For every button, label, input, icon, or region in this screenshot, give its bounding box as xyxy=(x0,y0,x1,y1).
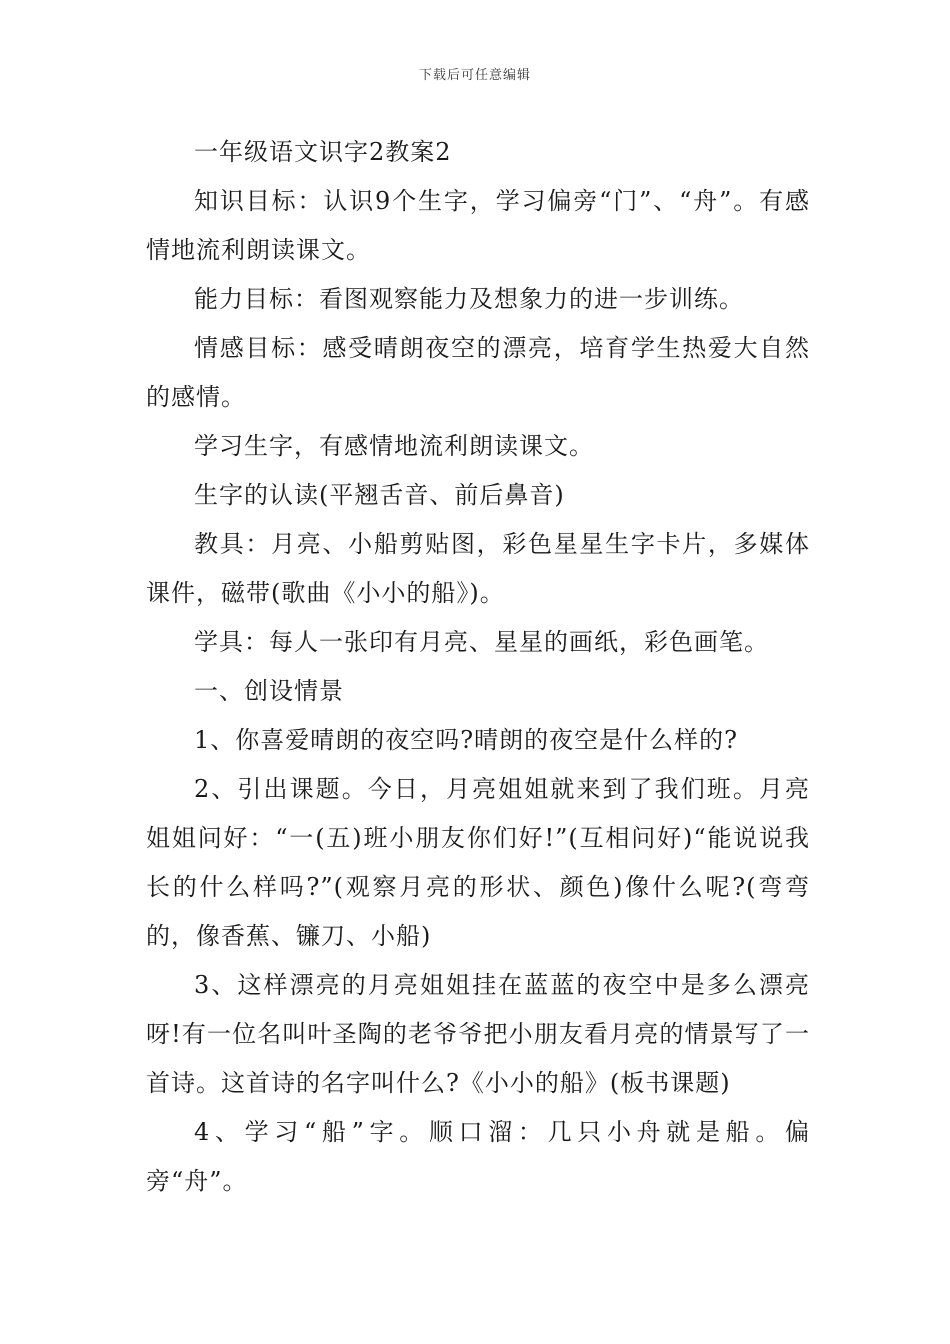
paragraph-knowledge-goal: 知识目标：认识9个生字，学习偏旁“门”、“舟”。有感情地流利朗读课文。 xyxy=(146,187,810,264)
paragraph-learning-aids: 学具：每人一张印有月亮、星星的画纸，彩色画笔。 xyxy=(194,628,769,656)
paragraph-step-3: 3、这样漂亮的月亮姐姐挂在蓝蓝的夜空中是多么漂亮呀!有一位名叫叶圣陶的老爷爷把小朋友看月亮的情景写了一首诗。这首诗的名字叫什么?《小小的船》(板书课题) xyxy=(146,971,810,1097)
paragraph-teaching-aids: 教具：月亮、小船剪贴图，彩色星星生字卡片，多媒体课件，磁带(歌曲《小小的船》)。 xyxy=(146,530,810,607)
paragraph-step-4: 4、学习“船”字。顺口溜：几只小舟就是船。偏旁“舟”。 xyxy=(146,1118,810,1195)
document-body xyxy=(146,128,810,1206)
document-title: 一年级语文识字2教案2 xyxy=(194,138,452,166)
paragraph-ability-goal: 能力目标：看图观察能力及想象力的进一步训练。 xyxy=(194,285,744,313)
paragraph-key-point: 学习生字，有感情地流利朗读课文。 xyxy=(194,432,594,460)
paragraph-step-1: 1、你喜爱晴朗的夜空吗?晴朗的夜空是什么样的? xyxy=(194,726,739,754)
paragraph-step-2: 2、引出课题。今日，月亮姐姐就来到了我们班。月亮姐姐问好：“一(五)班小朋友你们好!”(互相问好)“能说说我长的什么样吗?”(观察月亮的形状、颜色)像什么呢?(弯弯的，像香蕉、镰刀、小船) xyxy=(146,775,810,950)
paragraph-difficulty: 生字的认读(平翘舌音、前后鼻音) xyxy=(194,481,565,509)
section-heading-scenario: 一、创设情景 xyxy=(194,677,344,705)
paragraph-emotion-goal: 情感目标：感受晴朗夜空的漂亮，培育学生热爱大自然的感情。 xyxy=(146,334,810,411)
page-header-note: 下载后可任意编辑 xyxy=(418,68,531,83)
